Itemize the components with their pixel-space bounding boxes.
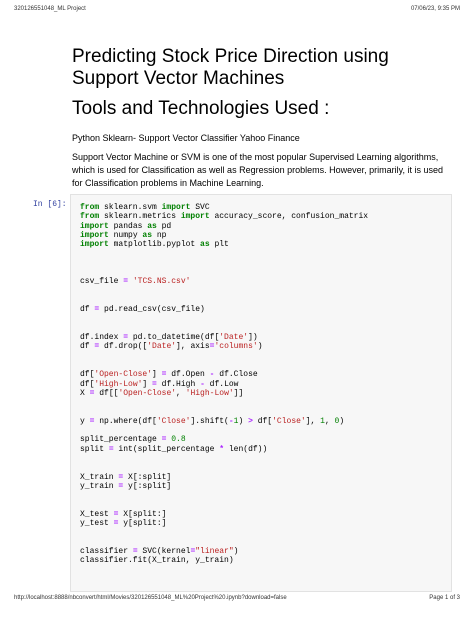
code-cell[interactable] xyxy=(70,194,452,592)
code-token: = xyxy=(89,388,95,398)
code-token: ] xyxy=(142,379,153,389)
code-token: df.Low xyxy=(204,379,239,389)
code-token: pandas xyxy=(108,221,148,231)
code-line xyxy=(80,277,190,286)
code-token: df.Open xyxy=(166,370,210,380)
code-token: pd.read_csv(csv_file) xyxy=(99,305,205,315)
code-line xyxy=(80,342,263,351)
code-token: df[ xyxy=(80,379,95,389)
code-token: int(split_percentage xyxy=(113,444,220,454)
code-token: = xyxy=(190,546,196,556)
code-token: X_train xyxy=(80,472,119,482)
code-token: ], xyxy=(305,416,321,426)
code-line xyxy=(80,435,186,444)
code-token: ) xyxy=(339,416,345,426)
code-token: 'Date' xyxy=(147,342,177,352)
section-heading: Tools and Technologies Used : xyxy=(72,98,330,119)
code-token: , xyxy=(324,416,335,426)
code-line xyxy=(80,510,166,519)
code-token: = xyxy=(94,342,100,352)
code-line xyxy=(80,482,171,491)
code-token: import xyxy=(161,203,191,212)
code-token: 'High-Low' xyxy=(94,379,143,389)
code-token: df[ xyxy=(80,370,95,380)
code-token: 'Open-Close' xyxy=(118,388,177,398)
code-token: SVC xyxy=(190,203,210,212)
code-token: 0 xyxy=(334,416,340,426)
code-token: > xyxy=(248,416,253,426)
code-token: = xyxy=(123,333,129,343)
code-token: X xyxy=(80,388,90,398)
code-token: = xyxy=(118,472,124,482)
code-token: csv_file xyxy=(80,277,124,287)
code-line xyxy=(80,473,171,482)
description-paragraph: Support Vector Machine or SVM is one of the most popular Supervised Learning algorithms, which is used for Classification as well as Regression problems. However, primarily, it is used for Classification problems in Machine Learning. xyxy=(72,152,443,188)
code-token: 'columns' xyxy=(214,342,258,352)
code-line xyxy=(80,212,368,221)
code-token: = xyxy=(113,519,119,529)
code-token: matplotlib.pyplot xyxy=(108,240,201,250)
code-token: split_percentage xyxy=(80,435,162,445)
code-token: np.where(df[ xyxy=(94,416,157,426)
code-token: as xyxy=(147,221,157,231)
code-line xyxy=(80,305,205,314)
code-token: 1 xyxy=(233,416,239,426)
code-block[interactable] xyxy=(71,195,451,566)
code-token: split xyxy=(80,444,109,454)
code-token: - xyxy=(200,379,205,389)
code-token: "linear" xyxy=(195,546,234,556)
code-token: plt xyxy=(209,240,229,250)
code-token: = xyxy=(108,444,114,454)
code-token: 'Close' xyxy=(156,416,191,426)
code-line xyxy=(80,389,243,398)
code-token: - xyxy=(209,370,215,380)
code-token: = xyxy=(113,509,119,519)
code-token: as xyxy=(200,240,210,250)
code-token: import xyxy=(180,212,210,222)
code-token: = xyxy=(161,370,167,380)
code-token: np xyxy=(152,230,167,240)
code-token: numpy xyxy=(108,230,143,240)
code-token: 'Close' xyxy=(272,416,306,426)
code-line xyxy=(80,203,210,212)
code-token: df.High xyxy=(156,379,201,389)
code-token: df[ xyxy=(252,416,273,426)
code-token: ) xyxy=(233,546,239,556)
code-token: 1 xyxy=(320,416,325,426)
print-header-datetime: 07/06/23, 9:35 PM xyxy=(410,6,460,12)
code-token: ) xyxy=(257,342,263,352)
code-token: X[split:] xyxy=(118,509,167,519)
code-token: import xyxy=(80,240,109,250)
code-token: pd xyxy=(156,221,172,231)
code-line xyxy=(80,333,258,342)
code-token: - xyxy=(228,416,234,426)
print-footer-url: http://localhost:8888/nbconvert/html/Movies/320126551048_ML%20Project%20.ipynb?download=false xyxy=(14,595,287,601)
code-token: df.index xyxy=(80,333,124,343)
code-token: from xyxy=(80,203,100,212)
code-token: ].shift( xyxy=(190,416,229,426)
code-token: sklearn.svm xyxy=(99,203,162,212)
code-token: df[[ xyxy=(94,388,119,398)
code-line xyxy=(80,222,171,231)
code-token: X_test xyxy=(80,509,114,519)
code-token: = xyxy=(123,277,129,287)
code-line xyxy=(80,380,238,389)
page-title: Predicting Stock Price Direction using Support Vector Machines xyxy=(72,46,389,89)
code-token: , xyxy=(176,388,186,398)
code-line xyxy=(80,417,344,426)
code-token: y_train xyxy=(80,481,119,491)
code-token: y[split:] xyxy=(118,519,167,529)
code-token: 'Open-Close' xyxy=(94,370,153,380)
code-token: len(df)) xyxy=(224,444,268,454)
code-token: ]] xyxy=(233,388,244,398)
code-token: = xyxy=(132,546,138,556)
code-token: = xyxy=(161,435,167,445)
code-token: * xyxy=(219,444,225,454)
code-token: = xyxy=(94,305,100,315)
code-token: df.drop([ xyxy=(99,342,148,352)
tools-paragraph: Python Sklearn- Support Vector Classifier Yahoo Finance xyxy=(72,133,300,143)
code-line xyxy=(80,556,234,565)
code-token: 0.8 xyxy=(171,435,186,445)
code-token: import xyxy=(80,230,109,240)
code-token: pd.to_datetime(df[ xyxy=(128,333,220,343)
code-line xyxy=(80,445,267,454)
code-token: 'Date' xyxy=(219,333,249,343)
code-token: = xyxy=(118,481,124,491)
code-token: df xyxy=(80,342,95,352)
page-number: Page 1 of 3 xyxy=(429,595,460,601)
code-token: = xyxy=(209,342,215,352)
code-line xyxy=(80,547,238,556)
code-token: y xyxy=(80,416,90,426)
code-line xyxy=(80,231,166,240)
code-token: classifier xyxy=(80,546,133,556)
code-token: y[:split] xyxy=(123,481,172,491)
code-token: y_test xyxy=(80,519,114,529)
code-token: 'High-Low' xyxy=(185,388,234,398)
print-header-title: 320126551048_ML Project xyxy=(14,6,86,12)
code-token: = xyxy=(89,416,95,426)
code-token: classifier.fit(X_train, y_train) xyxy=(80,556,234,566)
code-token: accuracy_score, confusion_matrix xyxy=(209,212,369,222)
code-token: 'TCS.NS.csv' xyxy=(132,277,191,287)
code-token: df xyxy=(80,305,95,315)
code-token: ]) xyxy=(248,333,258,343)
code-token: SVC(kernel xyxy=(137,546,191,556)
code-token: ] xyxy=(152,370,162,380)
code-token: df.Close xyxy=(214,370,258,380)
code-token: sklearn.metrics xyxy=(99,212,181,222)
code-token: as xyxy=(142,230,153,240)
code-line xyxy=(80,240,229,249)
code-token: ], axis xyxy=(176,342,210,352)
code-token: import xyxy=(80,221,109,231)
code-line xyxy=(80,370,258,379)
cell-prompt: In [6]: xyxy=(33,200,67,209)
code-token: ) xyxy=(238,416,249,426)
code-token: = xyxy=(152,379,157,389)
code-line xyxy=(80,519,166,528)
code-token: X[:split] xyxy=(123,472,172,482)
code-token: from xyxy=(80,212,100,222)
